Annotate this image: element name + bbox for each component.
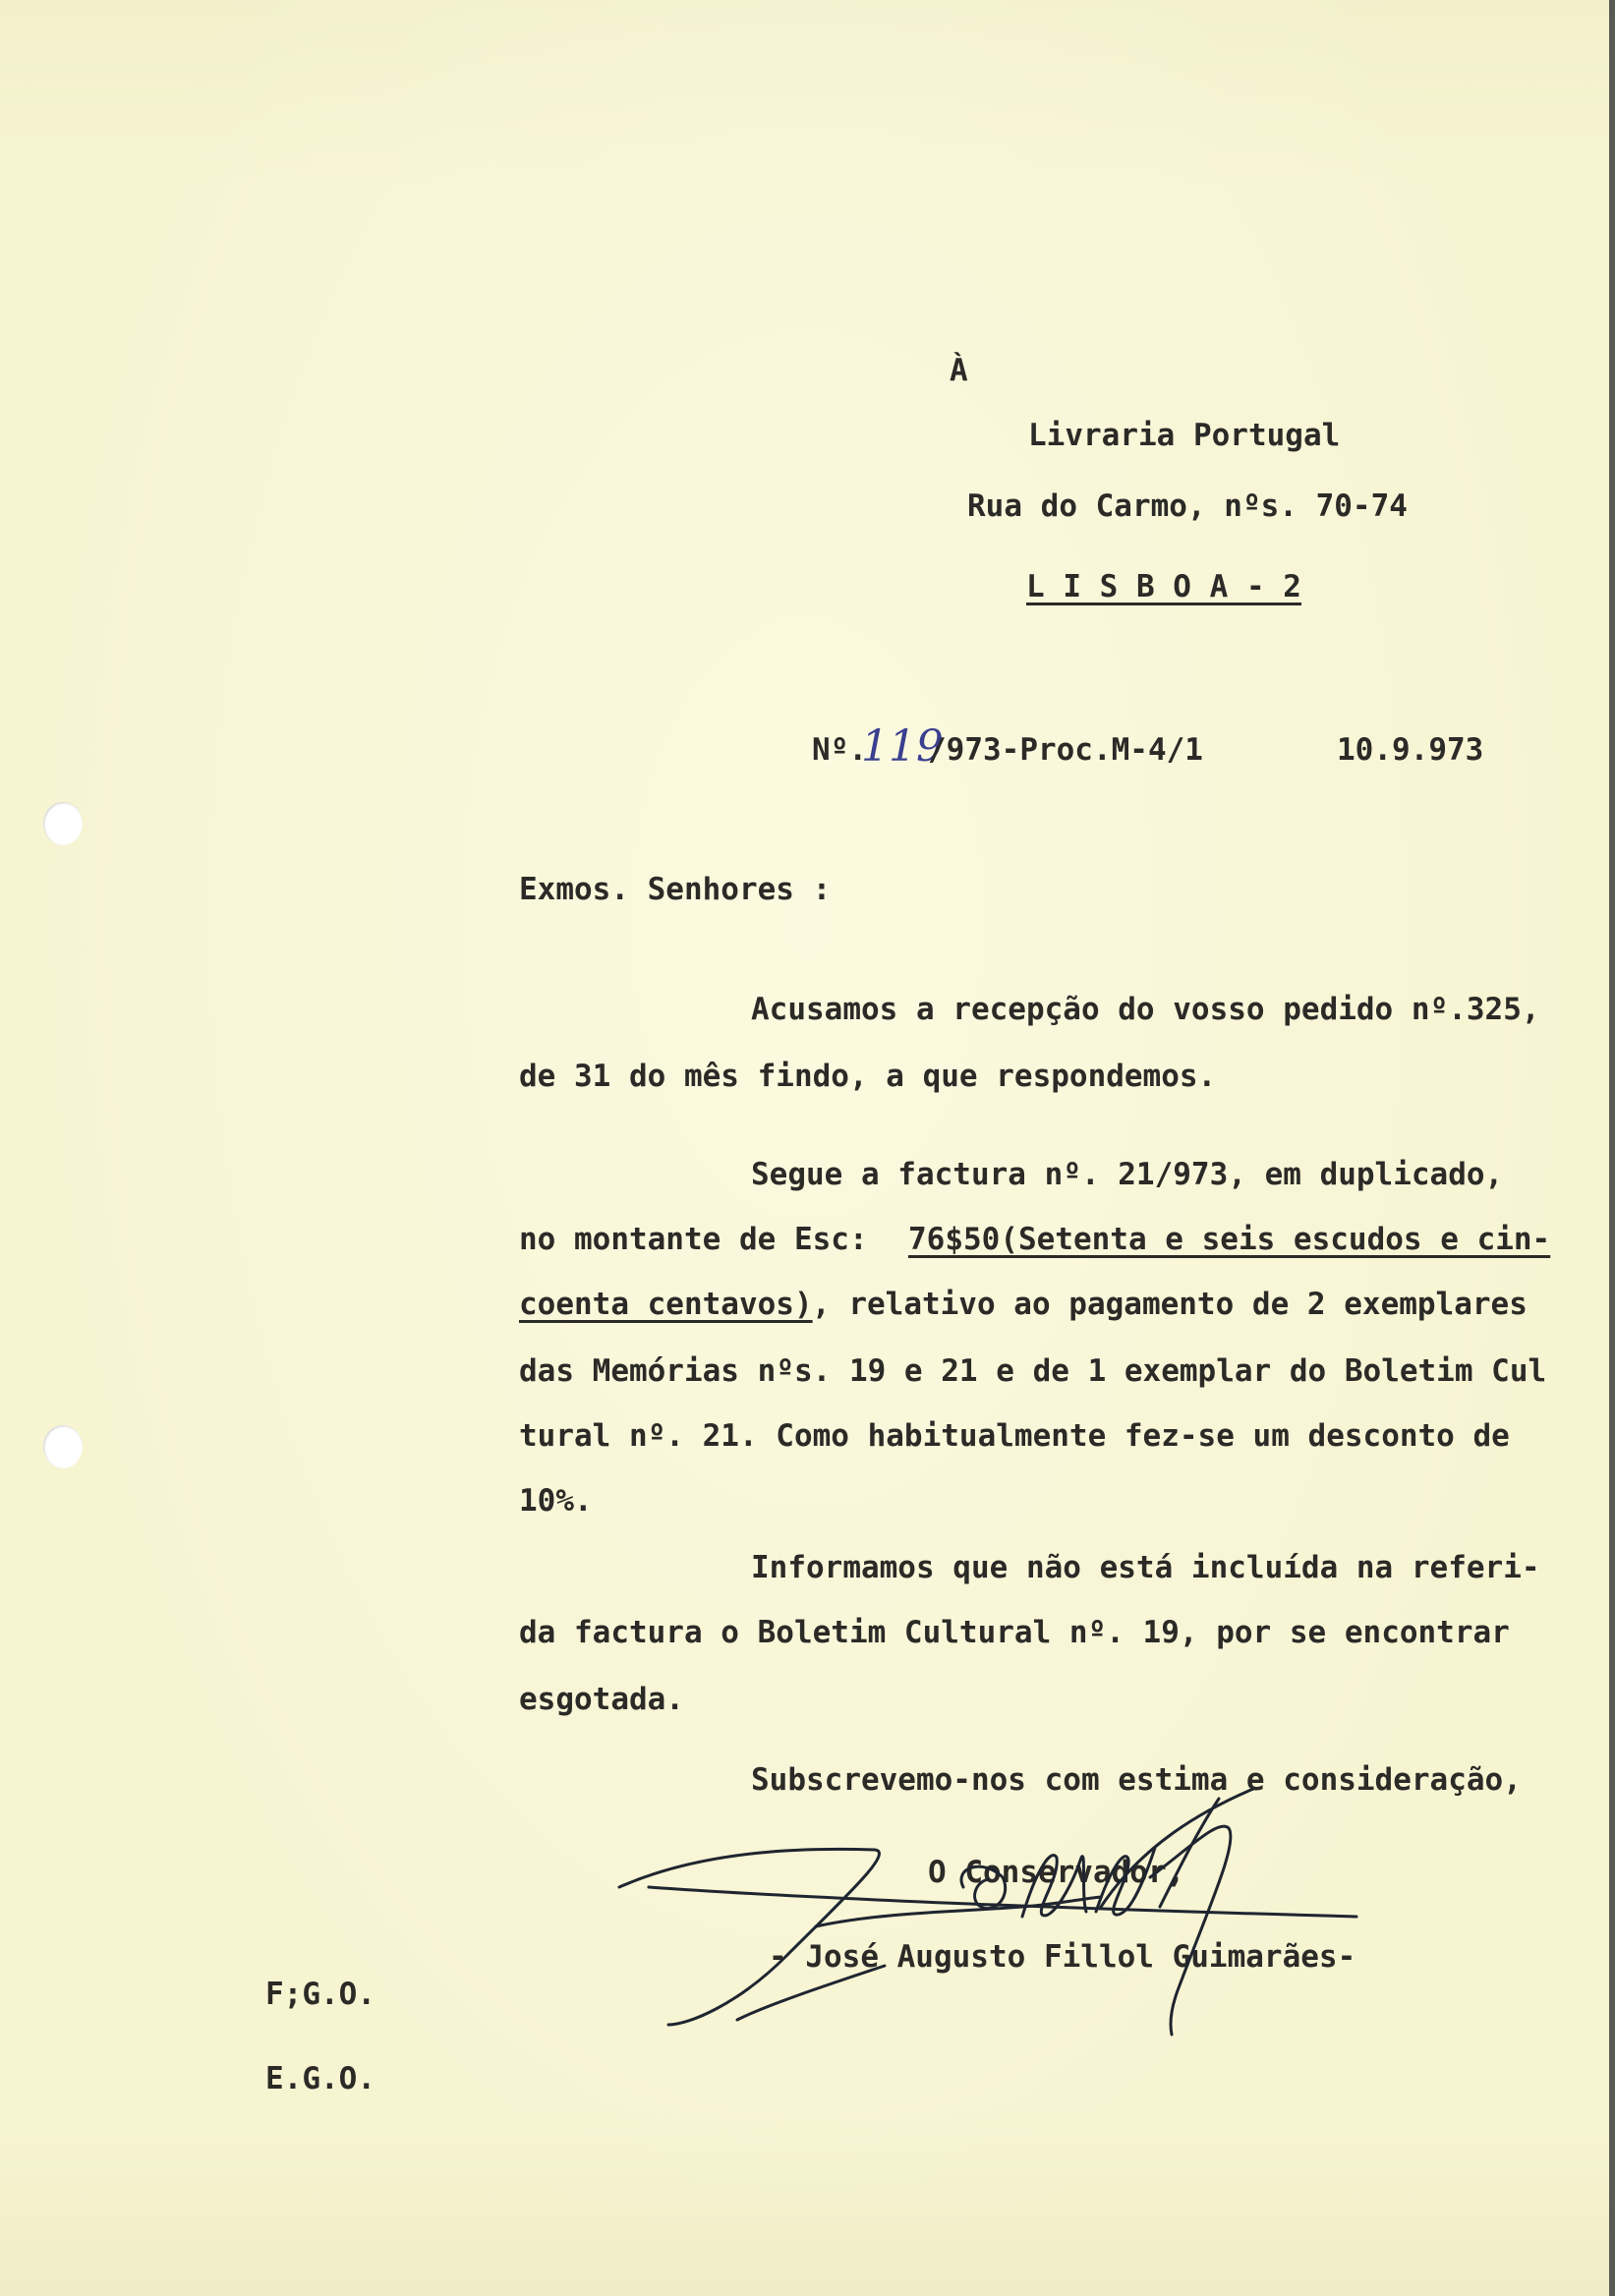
closing-line: Subscrevemo-nos com estima e consideração,: [751, 1762, 1522, 1798]
body-line-1: Acusamos a recepção do vosso pedido nº.325,: [751, 992, 1540, 1027]
punch-hole-bottom: [43, 1425, 83, 1468]
body-line-6: das Memórias nºs. 19 e 21 e de 1 exemplar do Boletim Cul: [519, 1353, 1547, 1389]
body-line-2: de 31 do mês findo, a que respondemos.: [519, 1059, 1217, 1094]
body-line-11: esgotada.: [519, 1682, 684, 1717]
reference-prefix: Nº.: [812, 732, 867, 768]
body-line-9: Informamos que não está incluída na referi-: [751, 1550, 1540, 1585]
initials-2: E.G.O.: [265, 2061, 375, 2096]
body-line-3: Segue a factura nº. 21/973, em duplicado,: [751, 1157, 1504, 1192]
handwritten-reference-number: 119: [861, 721, 944, 772]
punch-hole-top: [43, 802, 83, 845]
greeting: Exmos. Senhores :: [519, 872, 832, 907]
reference-suffix: /973-Proc.M-4/1: [928, 732, 1203, 768]
body-line-8: 10%.: [519, 1483, 593, 1519]
body-line-4a: no montante de Esc:: [519, 1222, 887, 1257]
body-line-10: da factura o Boletim Cultural nº. 19, por se encontrar: [519, 1615, 1510, 1650]
amount-in-words-line-2: coenta centavos): [519, 1287, 813, 1322]
body-line-5b: , relativo ao pagamento de 2 exemplares: [812, 1287, 1528, 1322]
amount-in-words-line-1: 76$50(Setenta e seis escudos e cin-: [908, 1222, 1551, 1257]
recipient-city: L I S B O A - 2: [1026, 569, 1301, 604]
body-line-7: tural nº. 21. Como habitualmente fez-se um desconto de: [519, 1418, 1510, 1454]
initials-1: F;G.O.: [265, 1977, 375, 2012]
recipient-name: Livraria Portugal: [1028, 418, 1341, 453]
salutation-prefix: À: [950, 353, 968, 388]
signatory-title: O Conservador,: [928, 1855, 1185, 1890]
letter-date: 10.9.973: [1337, 732, 1484, 768]
recipient-street: Rua do Carmo, nºs. 70-74: [967, 488, 1408, 524]
handwritten-signature: [590, 1789, 1376, 2044]
signatory-name: - José Augusto Fillol Guimarães-: [769, 1939, 1356, 1975]
page-edge: [1609, 0, 1615, 2296]
